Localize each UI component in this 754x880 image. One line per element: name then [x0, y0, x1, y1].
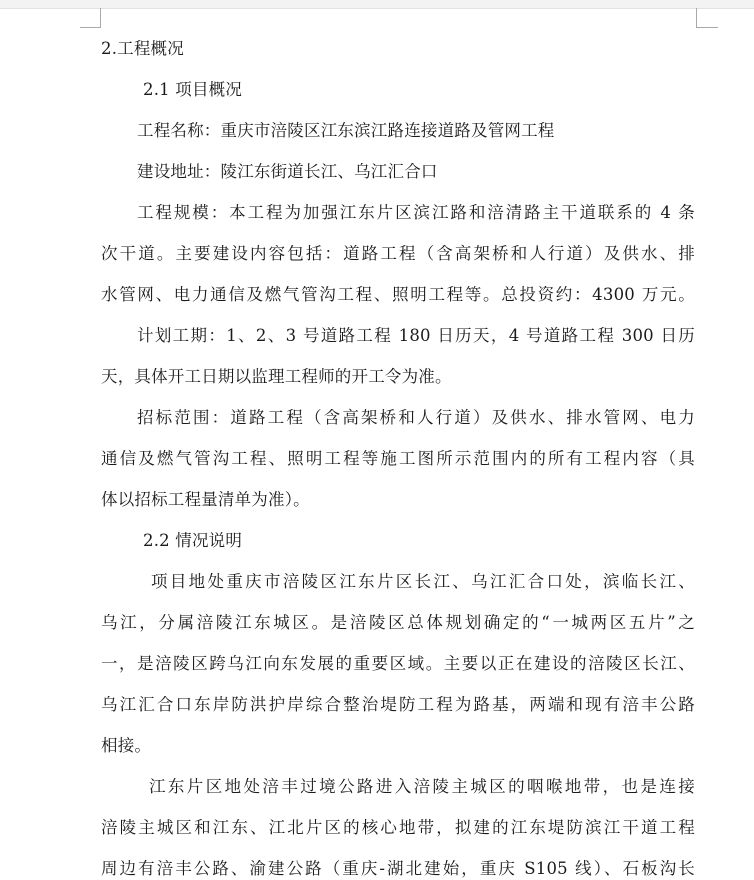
- situation-p1-line-4: [101, 695, 695, 715]
- situation-p1-line-2-text: 乌江，分属涪陵江东城区。是涪陵区总体规划确定的“一城两区五片”之: [101, 613, 695, 632]
- bid-scope-line-1-text: 招标范围：道路工程（含高架桥和人行道）及供水、排水管网、电力: [137, 408, 695, 427]
- bid-scope-line-3: 体以招标工程量清单为准）。: [101, 490, 310, 509]
- situation-p1-line-2: [101, 613, 695, 633]
- scale-line-1: [101, 203, 695, 223]
- situation-p2-line-1: [101, 777, 695, 797]
- scale-line-1-text: 工程规模：本工程为加强江东片区滨江路和涪清路主干道联系的 4 条: [137, 203, 695, 222]
- subsection-title-situation: 2.2 情况说明: [143, 531, 243, 550]
- crop-mark-left-vertical: [100, 8, 101, 28]
- schedule-line-1: [101, 326, 695, 346]
- scale-line-3-text: 水管网、电力通信及燃气管沟工程、照明工程等。总投资约：4300 万元。: [101, 285, 695, 304]
- bid-scope-line-1: [101, 408, 695, 428]
- location-line: 建设地址：陵江东街道长江、乌江汇合口: [137, 162, 438, 181]
- subsection-title-project-overview: 2.1 项目概况: [143, 80, 243, 99]
- schedule-line-1-text: 计划工期：1、2、3 号道路工程 180 日历天，4 号道路工程 300 日历: [137, 326, 695, 345]
- scale-line-2-text: 次干道。主要建设内容包括：道路工程（含高架桥和人行道）及供水、排: [101, 244, 695, 263]
- bid-scope-line-2-text: 通信及燃气管沟工程、照明工程等施工图所示范围内的所有工程内容（具: [101, 449, 695, 468]
- situation-p2-line-2-text: 涪陵主城区和江东、江北片区的核心地带，拟建的江东堤防滨江干道工程: [101, 818, 695, 837]
- situation-p1-line-4-text: 乌江汇合口东岸防洪护岸综合整治堤防工程为路基，两端和现有涪丰公路: [101, 695, 695, 714]
- situation-p2-line-2: [101, 818, 695, 838]
- scale-line-3: [101, 285, 695, 305]
- situation-p1-line-1: [101, 572, 695, 592]
- situation-p1-line-3-text: 一，是涪陵区跨乌江向东发展的重要区域。主要以正在建设的涪陵区长江、: [101, 654, 695, 673]
- situation-p1-line-5: 相接。: [101, 736, 152, 755]
- situation-p1-line-3: [101, 654, 695, 674]
- crop-mark-right-vertical: [696, 8, 697, 28]
- project-name-line: 工程名称：重庆市涪陵区江东滨江路连接道路及管网工程: [137, 121, 555, 140]
- crop-mark-right-horizontal: [696, 27, 718, 28]
- section-title: 2.工程概况: [101, 39, 184, 58]
- situation-p2-line-1-text: 江东片区地处涪丰过境公路进入涪陵主城区的咽喉地带，也是连接: [149, 777, 695, 796]
- situation-p2-line-3-text: 周边有涪丰公路、渝建公路（重庆-湖北建始，重庆 S105 线）、石板沟长: [101, 859, 695, 878]
- scale-line-2: [101, 244, 695, 264]
- crop-mark-left-horizontal: [80, 27, 101, 28]
- situation-p2-line-3: [101, 859, 695, 879]
- schedule-line-2: 天，具体开工日期以监理工程师的开工令为准。: [101, 367, 452, 386]
- bid-scope-line-2: [101, 449, 695, 469]
- situation-p1-line-1-text: 项目地处重庆市涪陵区江东片区长江、乌江汇合口处，滨临长江、: [151, 572, 695, 591]
- page-top-strip: [0, 0, 754, 9]
